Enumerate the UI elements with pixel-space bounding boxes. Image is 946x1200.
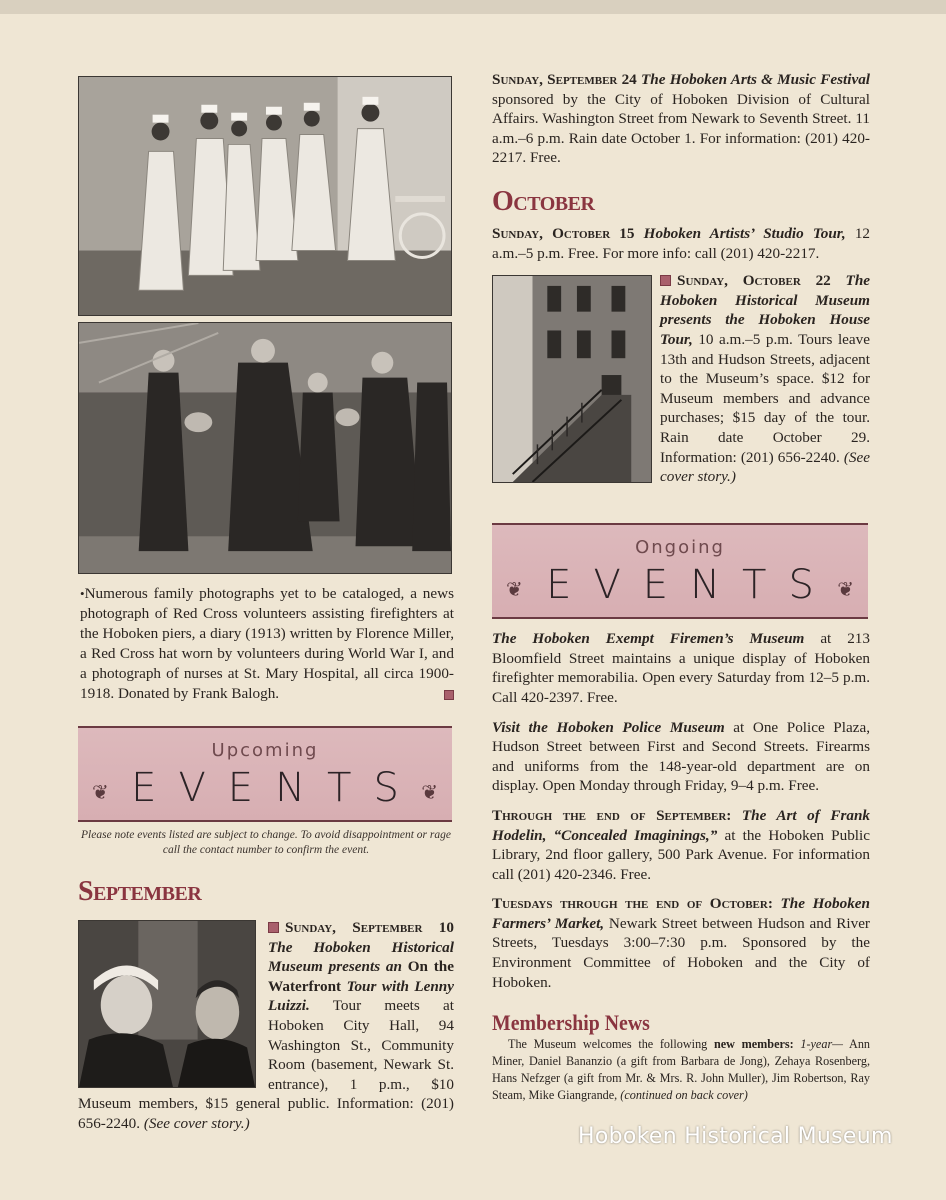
- end-mark-icon: [444, 690, 454, 700]
- ongoing-item: [492, 806, 870, 884]
- sept24-title: The Hoboken Arts & Music Festival: [641, 71, 871, 88]
- sept10-title-b: On the Waterfront: [268, 958, 454, 995]
- sept24-date: Sunday, September 24: [492, 71, 637, 88]
- oct15-title: Hoboken Artists’ Studio Tour,: [643, 224, 846, 242]
- caption-bullet: •: [80, 586, 85, 601]
- event-oct-15: [492, 224, 870, 263]
- upcoming-banner-main: EVENTS: [131, 765, 421, 811]
- red-cross-photo-art: [79, 323, 451, 573]
- september-heading: September: [78, 876, 202, 907]
- page-edge: [0, 0, 946, 14]
- oct22-date: Sunday, October 22: [677, 272, 831, 290]
- ongoing-item: [492, 629, 870, 707]
- event-mark-icon: [268, 922, 279, 933]
- brownstone-photo-art: [493, 276, 651, 482]
- flourish-right-icon: ❦: [837, 579, 854, 602]
- ongoing-lead: Tuesdays through the end of October:: [492, 895, 773, 913]
- ongoing-events-banner: [492, 523, 868, 619]
- on-the-waterfront-still: [78, 920, 256, 1088]
- sept10-title-a: The Hoboken Historical Museum presents an: [268, 938, 454, 976]
- event-mark-icon: [660, 275, 671, 286]
- ongoing-body: at One Police Plaza, Hudson Street between First and Second Streets. Firearms and uniforms from the 148-year-old department are on display. Open Monday through Friday, 9–4 p.m. Free.: [492, 718, 870, 795]
- membership-bold: new members:: [713, 1037, 794, 1052]
- membership-continued: (continued on back cover): [620, 1088, 748, 1103]
- sept10-date: Sunday, September 10: [285, 919, 454, 936]
- membership-text: [492, 1036, 870, 1104]
- event-sept-10: [78, 918, 454, 1134]
- sept10-body: Tour meets at Hoboken City Hall, 94 Washington St., Community Room (basement, Newark St. entrance), 1 p.m., $10 Museum members, $15 general public. Information: (201) 656-2240.: [78, 997, 454, 1132]
- red-cross-photo: [78, 322, 452, 574]
- ongoing-lead: Through the end of September:: [492, 806, 732, 824]
- events-notice: Please note events listed are subject to change. To avoid disappointment or rage call the contact number to confirm the event.: [81, 829, 451, 856]
- membership-heading: Membership News: [492, 1010, 650, 1036]
- left-column: [78, 76, 454, 1134]
- membership-intro: The Museum welcomes the following: [508, 1037, 708, 1052]
- nurses-photo: [78, 76, 452, 316]
- event-sept-24: [492, 70, 870, 168]
- ongoing-body: at the Hoboken Public Library, 2nd floor gallery, 500 Park Avenue. For information call (201) 420-2346. Free.: [492, 826, 870, 883]
- membership-term: 1-year—: [800, 1037, 844, 1052]
- oct22-title: The Hoboken Historical Museum presents the Hoboken House Tour,: [660, 272, 871, 348]
- ongoing-body: at 213 Bloomfield Street maintains a unique display of Hoboken firefighter memorabilia. Open every Saturday from 12–5 p.m. Call 420-2397. Free.: [492, 630, 870, 706]
- movie-still-art: [79, 921, 255, 1087]
- upcoming-banner-top: Upcoming: [211, 740, 319, 761]
- photo-caption: [78, 584, 454, 704]
- upcoming-events-banner: [78, 726, 452, 822]
- right-column: [492, 70, 870, 1104]
- caption-text: Numerous family photographs yet to be cataloged, a news photograph of Red Cross volunteers assisting firefighters at the Hoboken piers, a diary (1913) written by Florence Miller, a Red Cross hat worn by volunteers during World War I, and a photograph of nurses at St. Mary Hospital, all circa 1900-1918. Donated by Frank Balogh.: [80, 585, 454, 702]
- sept10-see: (See cover story.): [143, 1114, 250, 1132]
- ongoing-banner-top: Ongoing: [635, 537, 725, 559]
- flourish-left-icon: ❦: [506, 579, 523, 602]
- membership-names: Ann Miner, Daniel Bananzio (a gift from Barbara de Jong), Zehaya Rosenberg, Hans Nefzger (a gift from Mr. & Mrs. R. John Muller), Jim Robertson, Ray Steam, Mike Giangrande,: [492, 1037, 871, 1103]
- ongoing-item: [492, 894, 870, 992]
- ongoing-title: The Hoboken Exempt Firemen’s Museum: [492, 630, 805, 648]
- flourish-right-icon: ❦: [421, 782, 438, 804]
- brownstone-photo: [492, 275, 652, 483]
- october-heading: October: [492, 185, 595, 217]
- watermark: Hoboken Historical Museum: [578, 1124, 893, 1149]
- ongoing-banner-main: EVENTS: [546, 562, 836, 609]
- oct22-see: (See cover story.): [660, 448, 870, 486]
- oct22-body: 10 a.m.–5 p.m. Tours leave 13th and Hudson Streets, adjacent to the Museum’s space. $12 for Museum members and advance purchases; $15 day of the tour. Rain date October 29. Information: (201) 656-2240.: [660, 330, 870, 466]
- ongoing-title: Visit the Hoboken Police Museum: [492, 718, 725, 736]
- flourish-left-icon: ❦: [92, 782, 109, 804]
- ongoing-title: The Art of Frank Hodelin, “Concealed Imaginings,”: [492, 806, 870, 844]
- oct15-date: Sunday, October 15: [492, 224, 635, 242]
- ongoing-item: [492, 718, 870, 796]
- oct15-body: 12 a.m.–5 p.m. Free. For more info: call (201) 420-2217.: [492, 224, 871, 262]
- nurses-photo-art: [79, 77, 451, 315]
- ongoing-title: The Hoboken Farmers’ Market,: [492, 895, 870, 932]
- sept24-body: sponsored by the City of Hoboken Division of Cultural Affairs. Washington Street from Newark to Seventh Street. 11 a.m.–6 p.m. Rain date October 1. For information: (201) 420-2217. Free.: [492, 90, 870, 167]
- sept10-title-c: Tour with Lenny Luizzi.: [268, 977, 454, 1015]
- event-oct-22: [492, 271, 870, 487]
- ongoing-body: Newark Street between Hudson and River Streets, Tuesdays 3:00–7:30 p.m. Sponsored by the Environment Committee of Hoboken and the City of Hoboken.: [492, 914, 870, 991]
